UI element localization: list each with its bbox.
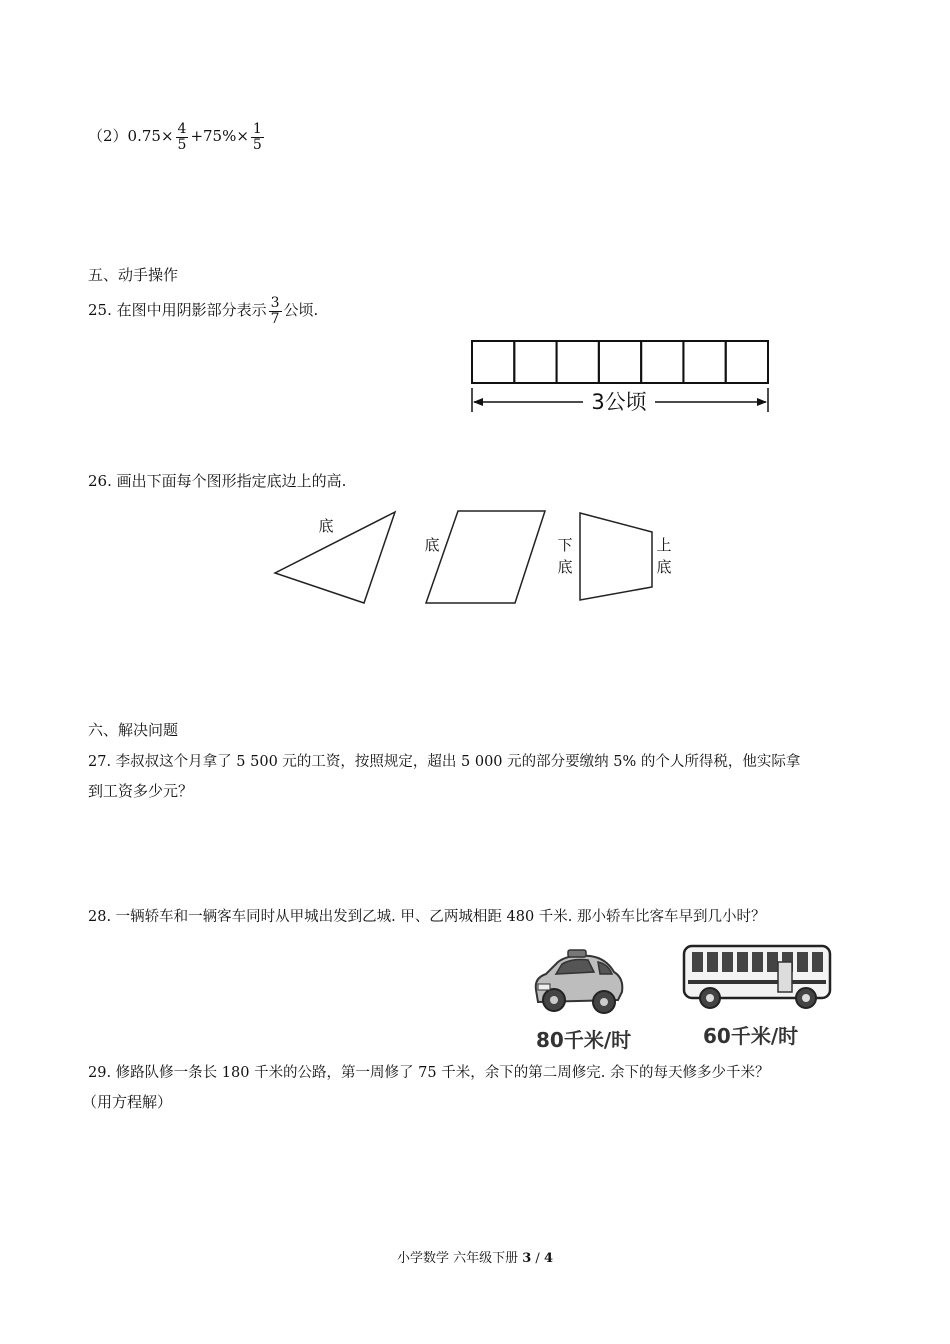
- q25-text: [88, 296, 318, 326]
- q25-grid-cell-7: [726, 341, 768, 383]
- bus-door-icon: [778, 962, 792, 992]
- q28-text: 28. 一辆轿车和一辆客车同时从甲城出发到乙城. 甲、乙两城相距 480 千米. 那小轿车比客车早到几小时？: [88, 909, 766, 925]
- q25-grid-cell-6: [683, 341, 725, 383]
- q24-fraction-2-numerator: 1: [252, 121, 262, 137]
- section-5-title: 五、动手操作: [88, 266, 179, 284]
- section-6-title: 六、解决问题: [88, 721, 179, 739]
- bus-window-3: [722, 952, 733, 972]
- q25-grid-cell-2: [514, 341, 556, 383]
- q26-triangle: [275, 512, 395, 603]
- q26-parallelogram-base-label: 底: [424, 536, 440, 554]
- footer-separator: /: [531, 1251, 544, 1266]
- q25-hectare-bar-figure: [465, 336, 777, 418]
- q24-fraction-1-denominator: 5: [177, 136, 187, 153]
- q25-grid-cell-3: [557, 341, 599, 383]
- q28-bus-speed-label: 60千米/时: [703, 1024, 799, 1048]
- q25-left-arrow-icon: [473, 398, 483, 406]
- q26-trapezoid-bottom-label-2: 底: [557, 558, 573, 576]
- q25-fraction-numerator: 3: [270, 295, 280, 311]
- bus-rear-hub-icon: [802, 994, 810, 1002]
- q25-grid-cell-4: [599, 341, 641, 383]
- q26-parallelogram: [426, 511, 545, 603]
- q29-text-line-1: 29. 修路队修一条长 180 千米的公路，第一周修了 75 千米，余下的第二周修完. 余下的每天修多少千米？: [88, 1065, 770, 1081]
- q24-prefix: （2）: [88, 127, 128, 146]
- q26-trapezoid: [580, 513, 652, 600]
- footer-page-total: 4: [543, 1251, 553, 1266]
- q26-trapezoid-bottom-label-1: 下: [557, 536, 573, 554]
- q24-fraction-2-denominator: 5: [252, 136, 262, 153]
- q28-bus-illustration: [678, 942, 836, 1012]
- q24-term2: +75%×: [190, 127, 249, 146]
- car-front-hub-icon: [550, 996, 558, 1004]
- bus-front-hub-icon: [706, 994, 714, 1002]
- bus-window-6: [767, 952, 778, 972]
- q26-trapezoid-top-label-2: 底: [656, 558, 672, 576]
- q25-text-before: 25. 在图中用阴影部分表示: [88, 301, 267, 320]
- q25-grid-cell-1: [472, 341, 514, 383]
- q25-right-arrow-icon: [757, 398, 767, 406]
- q24-fraction-2: [251, 122, 264, 152]
- q25-fraction-denominator: 7: [270, 310, 280, 327]
- bus-window-1: [692, 952, 703, 972]
- q24-part2-expression: [88, 122, 266, 152]
- q25-fraction: [269, 296, 282, 326]
- bus-window-2: [707, 952, 718, 972]
- q26-triangle-base-label: 底: [318, 517, 334, 535]
- q24-fraction-1: [176, 122, 189, 152]
- q24-term1: 0.75×: [127, 127, 174, 146]
- bus-window-9: [812, 952, 823, 972]
- bus-window-5: [752, 952, 763, 972]
- q25-text-after: 公顷.: [283, 301, 319, 320]
- car-headlight-icon: [538, 984, 550, 990]
- q26-text: 26. 画出下面每个图形指定底边上的高.: [88, 472, 347, 490]
- q27-text-line-1: 27. 李叔叔这个月拿了 5 500 元的工资，按照规定，超出 5 000 元的部分要缴纳 5% 的个人所得税，他实际拿: [88, 754, 801, 770]
- q28-car-illustration: [528, 948, 628, 1018]
- car-rear-hub-icon: [600, 998, 608, 1006]
- q24-fraction-1-numerator: 4: [177, 121, 187, 137]
- page-footer: [0, 1247, 950, 1266]
- bus-window-4: [737, 952, 748, 972]
- q27-text-line-2: 到工资多少元？: [88, 782, 194, 800]
- q25-cells: [472, 341, 768, 383]
- bus-stripe-icon: [688, 980, 826, 984]
- q28-car-speed-label: 80千米/时: [536, 1028, 632, 1052]
- bus-windows-icon: [692, 952, 823, 972]
- q25-bar-label: 3公顷: [591, 390, 647, 414]
- q25-grid-cell-5: [641, 341, 683, 383]
- footer-page-number: 3: [522, 1251, 532, 1266]
- q26-shapes-figure: [268, 505, 688, 610]
- q29-text-line-2: （用方程解）: [82, 1093, 173, 1111]
- car-roof-sign-icon: [568, 950, 586, 957]
- q26-trapezoid-top-label-1: 上: [656, 536, 672, 554]
- bus-window-8: [797, 952, 808, 972]
- footer-title: 小学数学 六年级下册: [396, 1251, 523, 1266]
